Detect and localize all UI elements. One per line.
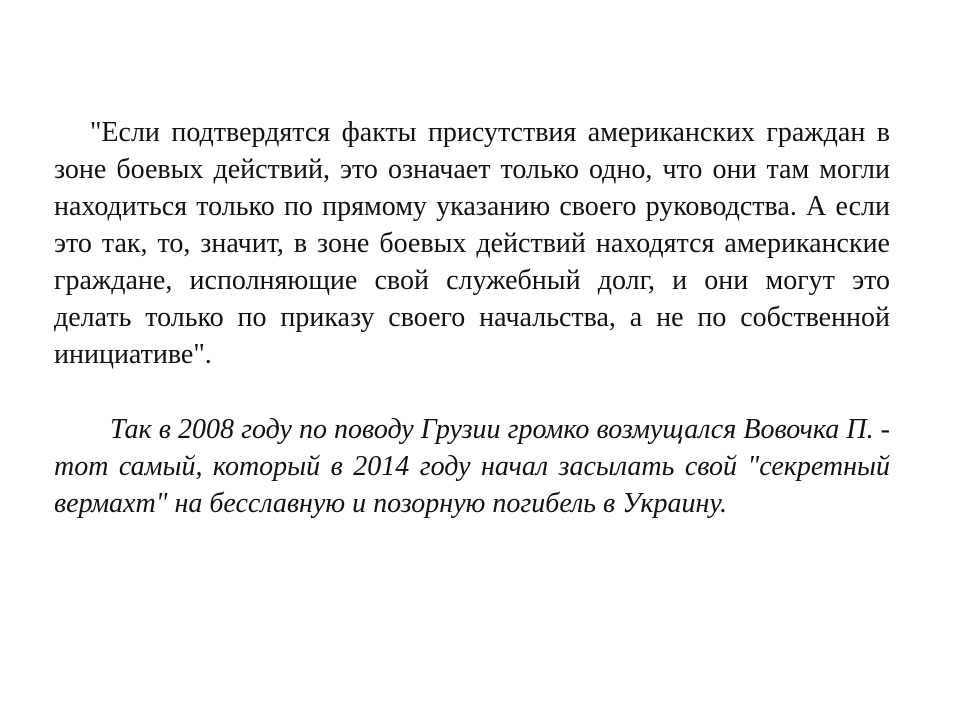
- commentary-paragraph: Так в 2008 году по поводу Грузии громко возмущался Вовочка П. - тот самый, который в 2014 году начал засылать свой "секретный вермахт" на бесславную и позорную погибель в Украину.: [54, 414, 890, 519]
- quote-paragraph: "Если подтвердятся факты присутствия американских граждан в зоне боевых действий, это означает только одно, что они там могли находиться только по прямому указанию своего руководства. А если это так, то, значит, в зоне боевых действий находятся американские граждане, исполняющие свой служебный долг, и они могут это делать только по приказу своего начальства, а не по собственной инициативе".: [54, 117, 890, 370]
- document-page: [54, 114, 890, 522]
